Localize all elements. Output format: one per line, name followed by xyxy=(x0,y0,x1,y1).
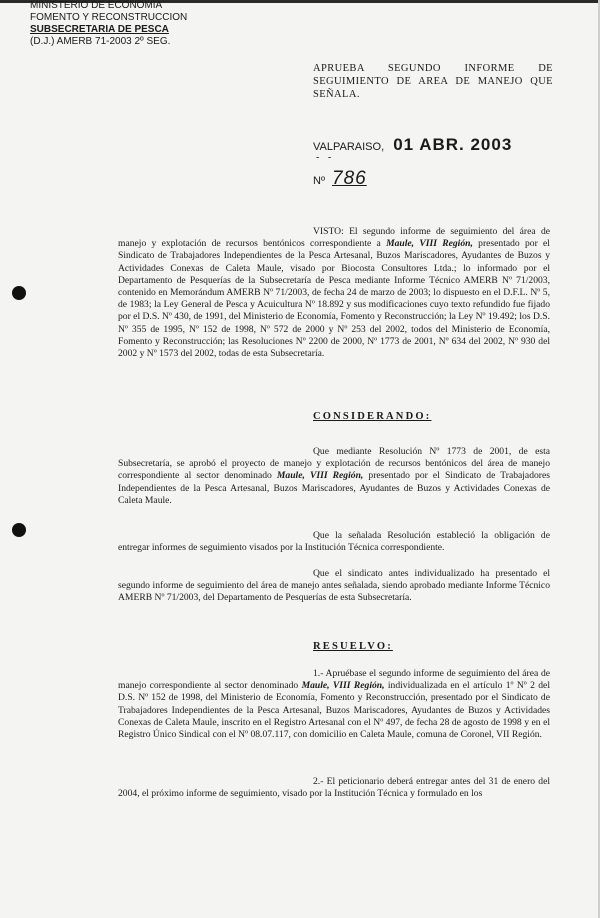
visto-rest: presentado por el Sindicato de Trabajadores Independientes de la Pesca Artesanal, Buzos Mariscadores, Ayudantes de Buzos y Actividades Conexas de Caleta Maule, visado por Biocosta Consultores Ltda.; lo informado por el Departamento de Pesquerías de la Subsecretaría de Pesca mediante Informe Técnico AMERB Nº 71/2003, contenido en Memorándum AMERB Nº 71/2003, de fecha 24 de marzo de 2003; lo dispuesto en el D.F.L. Nº 5, de 1983; la Ley General de Pesca y Acuicultura Nº 18.892 y sus modificaciones cuyo texto refundido fue fijado por el D.S. Nº 430, de 1991, del Ministerio de Economía, Fomento y Reconstrucción; la Ley Nº 19.492; los D.S. Nº 355 de 1995, Nº 152 de 1998, Nº 572 de 2000 y Nº 253 del 2002, todos del Ministerio de Economía, Fomento y Reconstrucción; las Resoluciones Nº 2200 de 2000, Nº 1773 de 2001, Nº 634 del 2002, Nº 930 del 2002 y Nº 1573 del 2002, todas de esta Subsecretaría. xyxy=(118,238,551,360)
r1-place: Maule, VIII Región, xyxy=(301,680,385,692)
number-label: Nº xyxy=(313,175,325,187)
number-value: 786 xyxy=(332,168,367,189)
letterhead-subsecretaria: SUBSECRETARIA DE PESCA xyxy=(30,24,169,35)
r1-rest: individualizada en el artículo 1º Nº 2 del D.S. Nº 152 de 1998, del Ministerio de Economía, Fomento y Reconstrucción, presentado por el Sindicato de Trabajadores Independientes de la Pesca Artesanal, Buzos Mariscadores, Ayudantes de Buzos y Actividades Conexas de Caleta Maule, inscrito en el Registro Artesanal con el Nº 497, de fecha 28 de agosto de 1998 y en el Registro Único Sindical con el Nº 08.07.117, con domicilio en Caleta Maule, comuna de Coronel, VII Región. xyxy=(118,680,550,741)
visto-lead: VISTO: El segundo informe de seguimiento del área de manejo y explotación de recursos bentónicos correspondiente a xyxy=(118,226,550,250)
letterhead-ministry-2: FOMENTO Y RECONSTRUCCION xyxy=(30,12,188,23)
c2-text: Que la señalada Resolución estableció la obligación de entregar informes de seguimiento visados por la Institución Técnica correspondiente. xyxy=(118,530,550,554)
resuelvo-1 xyxy=(118,668,550,741)
letterhead-reference: (D.J.) AMERB 71-2003 2º SEG. xyxy=(30,36,171,47)
letterhead-ministry: MINISTERIO DE ECONOMIA xyxy=(30,0,163,11)
visto-paragraph xyxy=(118,226,550,360)
resuelvo-2 xyxy=(118,776,550,800)
punch-hole-bottom xyxy=(12,523,26,537)
date-line xyxy=(313,135,512,155)
considerando-1 xyxy=(118,446,550,507)
c1-lead: Que mediante Resolución Nº 1773 de 2001, de esta Subsecretaría, se aprobó el proyecto de manejo y explotación de recursos bentónicos del área de manejo correspondiente al sector denominado xyxy=(118,446,550,482)
date-stamp: 01 ABR. 2003 xyxy=(393,135,513,154)
dash-mark: - - xyxy=(316,152,335,163)
punch-hole-top xyxy=(12,286,26,300)
considerando-3 xyxy=(118,568,550,605)
resuelvo-heading: RESUELVO: xyxy=(313,641,393,652)
considerando-2 xyxy=(118,530,550,554)
visto-place: Maule, VIII Región, xyxy=(386,238,473,250)
letterhead xyxy=(30,0,205,48)
c1-rest: presentado por el Sindicato de Trabajadores Independientes de la Pesca Artesanal, Buzos Mariscadores, Ayudantes de Buzos y Actividades Conexas de Caleta Maule. xyxy=(118,470,550,506)
considerando-heading: CONSIDERANDO: xyxy=(313,411,432,422)
subject-line: APRUEBA SEGUNDO INFORME DE SEGUIMIENTO DE AREA DE MANEJO QUE SEÑALA. xyxy=(313,63,553,100)
date-place: VALPARAISO, xyxy=(313,141,385,153)
c3-text: Que el sindicato antes individualizado ha presentado el segundo informe de seguimiento del área de manejo antes señalada, siendo aprobado mediante Informe Técnico AMERB Nº 71/2003, del Departamento de Pesquerías de esta Subsecretaría. xyxy=(118,568,550,604)
r1-lead: 1.- Apruébase el segundo informe de seguimiento del área de manejo correspondiente al sector denominado xyxy=(118,668,550,692)
r2-text: 2.- El peticionario deberá entregar antes del 31 de enero del 2004, el próximo informe de seguimiento, visado por la Institución Técnica y formulado en los xyxy=(118,776,550,800)
resolution-number xyxy=(313,168,367,190)
c1-place: Maule, VIII Región, xyxy=(276,470,364,482)
